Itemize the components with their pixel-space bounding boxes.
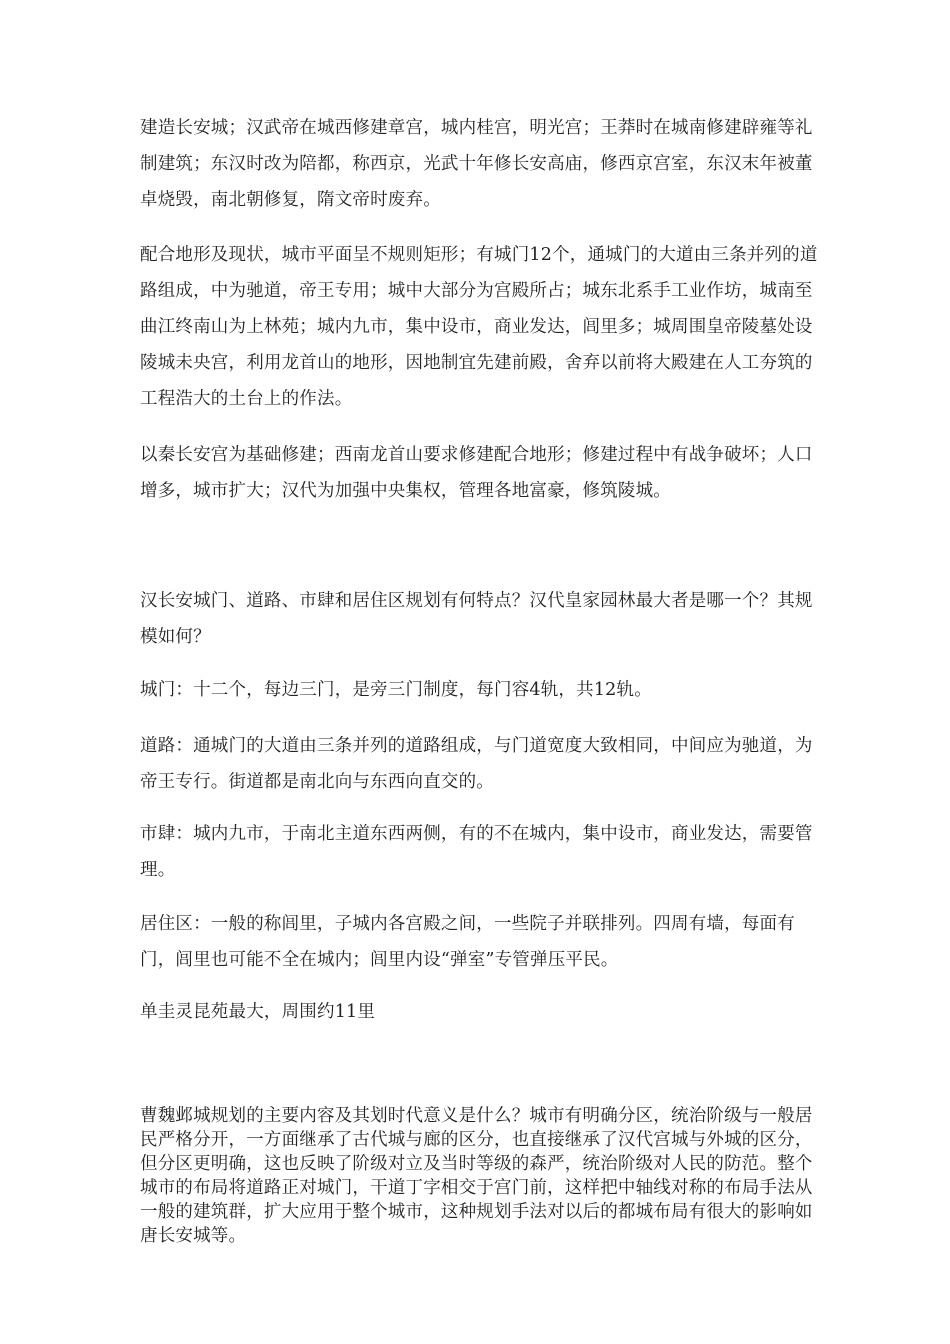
- paragraph-text: 曹魏邺城规划的主要内容及其划时代意义是什么？城市有明确分区，统治阶级与一般居民严格分开，一方面继承了古代城与廊的区分，也直接继承了汉代宫城与外城的区分，但分区更明确，这也反映了阶级对立及当时等级的森严，统治阶级对人民的防范。整个城市的布局将道路正对城门，干道丁字相交于宫门前，这样把中轴线对称的布局手法从一般的建筑群，扩大应用于整个城市，这种规划手法对以后的都城布局有很大的影响如唐长安城等。: [140, 1106, 813, 1246]
- answer-city-gates: [140, 672, 820, 708]
- paragraph-text: 道路：通城门的大道由三条并列的道路组成，与门道宽度大致相同，中间应为驰道，为帝王专行。街道都是南北向与东西向直交的。: [140, 736, 813, 792]
- answer-roads: [140, 728, 820, 800]
- paragraph-text: 以秦长安宫为基础修建；西南龙首山要求修建配合地形；修建过程中有战争破坏；人口增多，城市扩大；汉代为加强中央集权，管理各地富豪，修筑陵城。: [140, 445, 813, 501]
- paragraph-text: 单圭灵昆苑最大，周围约11里: [140, 1002, 376, 1022]
- paragraph-text: 市肆：城内九市，于南北主道东西两侧，有的不在城内，集中设市，商业发达，需要管理。: [140, 824, 813, 880]
- answer-markets: [140, 816, 820, 888]
- paragraph-construction-reasons: [140, 437, 820, 509]
- paragraph-changan-history: [140, 110, 820, 218]
- paragraph-yecheng-planning: [140, 1104, 820, 1248]
- paragraph-text: 建造长安城；汉武帝在城西修建章宫，城内桂宫，明光宫；王莽时在城南修建辟雍等礼制建筑；东汉时改为陪都，称西京，光武十年修长安高庙，修西京宫室，东汉末年被董卓烧毁，南北朝修复，隋文帝时废弃。: [140, 118, 813, 210]
- paragraph-text: 居住区：一般的称闾里，子城内各宫殿之间，一些院子并联排列。四周有墙，每面有门，闾里也可能不全在城内；闾里内设“弹室”专管弹压平民。: [140, 914, 795, 970]
- answer-royal-garden: [140, 994, 820, 1030]
- question-changan-planning: [140, 583, 820, 655]
- paragraph-text: 配合地形及现状，城市平面呈不规则矩形；有城门12个，通城门的大道由三条并列的道路组成，中为驰道，帝王专用；城中大部分为宫殿所占；城东北系手工业作坊，城南至曲江终南山为上林苑；城内九市，集中设市，商业发达，闾里多；城周围皇帝陵墓处设陵城未央宫，利用龙首山的地形，因地制宜先建前殿，舍弃以前将大殿建在人工夯筑的工程浩大的土台上的作法。: [140, 245, 818, 409]
- paragraph-text: 城门：十二个，每边三门，是旁三门制度，每门容4轨，共12轨。: [140, 680, 652, 700]
- answer-residential: [140, 906, 820, 978]
- question-text: 汉长安城门、道路、市肆和居住区规划有何特点？汉代皇家园林最大者是哪一个？其规模如何？: [140, 591, 813, 647]
- paragraph-city-layout: [140, 237, 820, 417]
